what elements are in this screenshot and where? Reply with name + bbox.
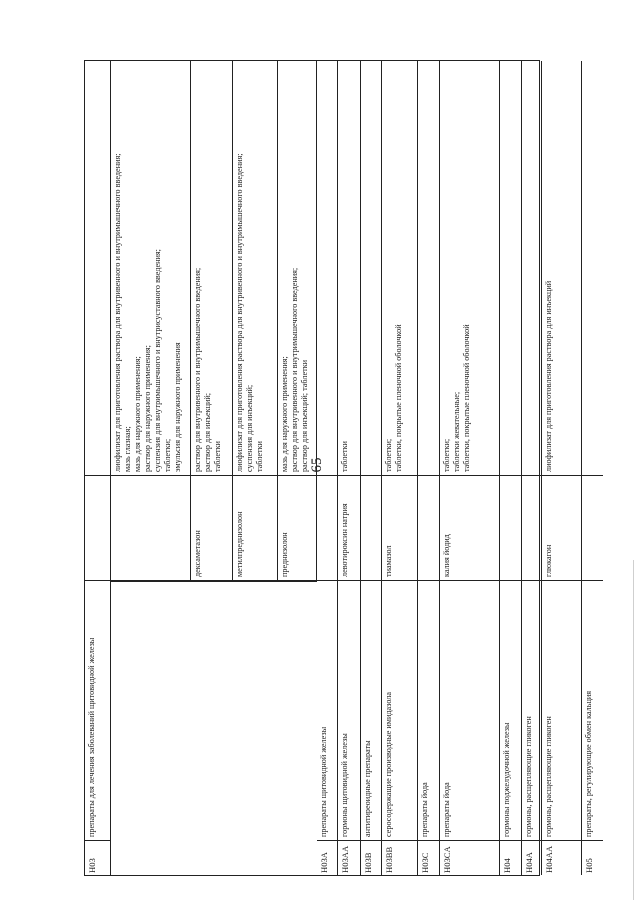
table-row (361, 61, 382, 875)
atc-group-name-cell (382, 581, 417, 841)
drug-name: преднизолон (280, 532, 289, 577)
dosage-forms-cell (382, 61, 417, 476)
atc-code-cell (361, 841, 381, 877)
table-row (418, 61, 440, 875)
atc-group-name-cell (317, 581, 337, 841)
dosage-forms (522, 61, 542, 476)
atc-code-cell (582, 841, 603, 877)
dosage-forms (317, 61, 338, 476)
table-row (522, 61, 542, 875)
atc-group-name-cell (522, 581, 541, 841)
dosage-forms-cell (338, 61, 360, 476)
table-row (582, 61, 603, 875)
dosage-forms-cell (440, 61, 499, 476)
table-row (382, 61, 418, 875)
atc-code-cell (522, 841, 541, 877)
atc-code-cell (440, 841, 499, 877)
dosage-forms (361, 61, 382, 476)
table-row (317, 61, 338, 875)
drug-name (418, 476, 440, 581)
dosage-forms-cell (191, 61, 232, 476)
atc-group-name-cell (361, 581, 381, 841)
atc-group-name-cell (418, 581, 439, 841)
atc-group-name: препараты, регулирующие обмен кальция (584, 691, 593, 837)
atc-code-cell (317, 841, 337, 877)
drug-name-cell (278, 476, 316, 581)
atc-code-cell (338, 841, 360, 877)
dosage-forms: лиофилизат для приготовления раствора для внутривенного и внутримышечного введения; суспензия для инъекций; таблетки (235, 153, 264, 472)
atc-code: H04AA (544, 845, 554, 873)
dosage-forms-cell (233, 61, 277, 476)
atc-group-name: гормоны, расщепляющие гликоген (524, 716, 533, 837)
dosage-forms: лиофилизат для приготовления раствора для инъекций (544, 280, 553, 472)
drug-name-cell (85, 476, 110, 581)
atc-group-name: гормоны, расщепляющие гликоген (544, 716, 553, 837)
carryover-block (111, 61, 317, 875)
atc-code: H05 (584, 858, 594, 873)
dosage-forms-cell (278, 61, 316, 476)
drug-name (582, 476, 603, 581)
drug-name (317, 476, 338, 581)
atc-group-name-cell (338, 581, 360, 841)
drug-name (85, 476, 111, 581)
dosage-forms: мазь для наружного применения; раствор для внутривенного и внутримышечного введения; раствор для инъекций; таблетки (280, 267, 309, 472)
drug-name (361, 476, 382, 581)
drug-name: глюкагон (544, 544, 553, 577)
dosage-forms (85, 61, 111, 476)
drug-name-cell (233, 476, 277, 581)
dosage-forms: таблетки; таблетки, покрытые пленочной оболочкой (384, 324, 403, 472)
atc-code-cell (382, 841, 417, 877)
atc-code: H03AA (340, 845, 350, 873)
drug-name-cell (338, 476, 360, 581)
drug-name-cell (382, 476, 417, 581)
drug-name: калия йодид (442, 534, 451, 577)
atc-code-cell (418, 841, 439, 877)
drug-name-cell (191, 476, 232, 581)
drug-table (84, 60, 594, 876)
carryover-column (233, 61, 278, 581)
dosage-forms-cell (582, 61, 603, 476)
atc-code-cell (542, 841, 581, 877)
atc-code: H03A (319, 851, 329, 873)
dosage-forms: таблетки; таблетки жевательные; таблетки, покрытые пленочной оболочкой (442, 324, 471, 472)
dosage-forms-cell (111, 61, 190, 476)
drug-name: левотироксин натрия (340, 503, 349, 577)
empty-group-cell (111, 581, 317, 877)
dosage-forms-cell (85, 61, 110, 476)
atc-group-name-cell (440, 581, 499, 841)
drug-name: метилпреднизолон (235, 511, 244, 577)
atc-group-name: антитиреоидные препараты (363, 740, 372, 837)
carryover-column (191, 61, 233, 581)
atc-group-name: препараты йода (420, 782, 429, 837)
dosage-forms-cell (522, 61, 541, 476)
atc-code: H04 (502, 858, 512, 873)
dosage-forms-cell (542, 61, 581, 476)
table-row (85, 61, 111, 875)
atc-code: H03CA (442, 846, 452, 873)
dosage-forms: таблетки (340, 441, 349, 472)
atc-group-name: препараты йода (442, 782, 451, 837)
atc-group-name-cell (542, 581, 581, 841)
drug-name: дексаметазон (193, 530, 202, 577)
atc-group-name-cell (582, 581, 603, 841)
carryover-column (111, 61, 191, 581)
dosage-forms (418, 61, 440, 476)
dosage-forms-cell (361, 61, 381, 476)
atc-code-cell (85, 841, 110, 877)
atc-code: H03C (420, 852, 430, 873)
dosage-forms (500, 61, 522, 476)
drug-name-cell (361, 476, 381, 581)
dosage-forms-cell (317, 61, 337, 476)
table-row (500, 61, 522, 875)
atc-code: H03B (363, 852, 373, 873)
drug-name (500, 476, 522, 581)
atc-group-name: гормоны поджелудочной железы (502, 722, 511, 837)
atc-group-name: препараты для лечения заболеваний щитовидной железы (87, 637, 96, 837)
atc-code: H03BB (384, 846, 394, 873)
drug-name-cell (522, 476, 541, 581)
dosage-forms (582, 61, 603, 476)
drug-name-cell (542, 476, 581, 581)
drug-name-cell (440, 476, 499, 581)
dosage-forms: лиофилизат для приготовления раствора для внутривенного и внутримышечного введения; мазь глазная; мазь для наружного применения; раствор для наружного применения; суспензия для внутримышечного и внутрисуставного введения; таблетки; эмульсия для наружного применения (113, 153, 182, 472)
page-number: 65 (309, 457, 325, 473)
atc-code: H04A (524, 851, 534, 873)
drug-name-cell (111, 476, 190, 581)
atc-group-name-cell (85, 581, 110, 841)
table-row (338, 61, 361, 875)
dosage-forms-cell (500, 61, 521, 476)
drug-name: тиамазол (384, 545, 393, 577)
drug-name-cell (418, 476, 439, 581)
atc-group-name: гормоны щитовидной железы (340, 733, 349, 837)
drug-name-cell (317, 476, 337, 581)
carryover-column (278, 61, 317, 581)
atc-code-cell (500, 841, 521, 877)
atc-group-name-cell (500, 581, 521, 841)
table-row (440, 61, 500, 875)
atc-code: H03 (87, 858, 97, 873)
table-row (542, 61, 582, 875)
dosage-forms: раствор для внутривенного и внутримышечного введения; раствор для инъекций; таблетки (193, 267, 222, 472)
drug-name (522, 476, 542, 581)
atc-group-name: препараты щитовидной железы (319, 726, 328, 837)
scan-edge-line (633, 560, 634, 900)
drug-name-cell (500, 476, 521, 581)
atc-group-name: серосодержащие производные имидазола (384, 691, 393, 837)
dosage-forms-cell (418, 61, 439, 476)
drug-name-cell (582, 476, 603, 581)
